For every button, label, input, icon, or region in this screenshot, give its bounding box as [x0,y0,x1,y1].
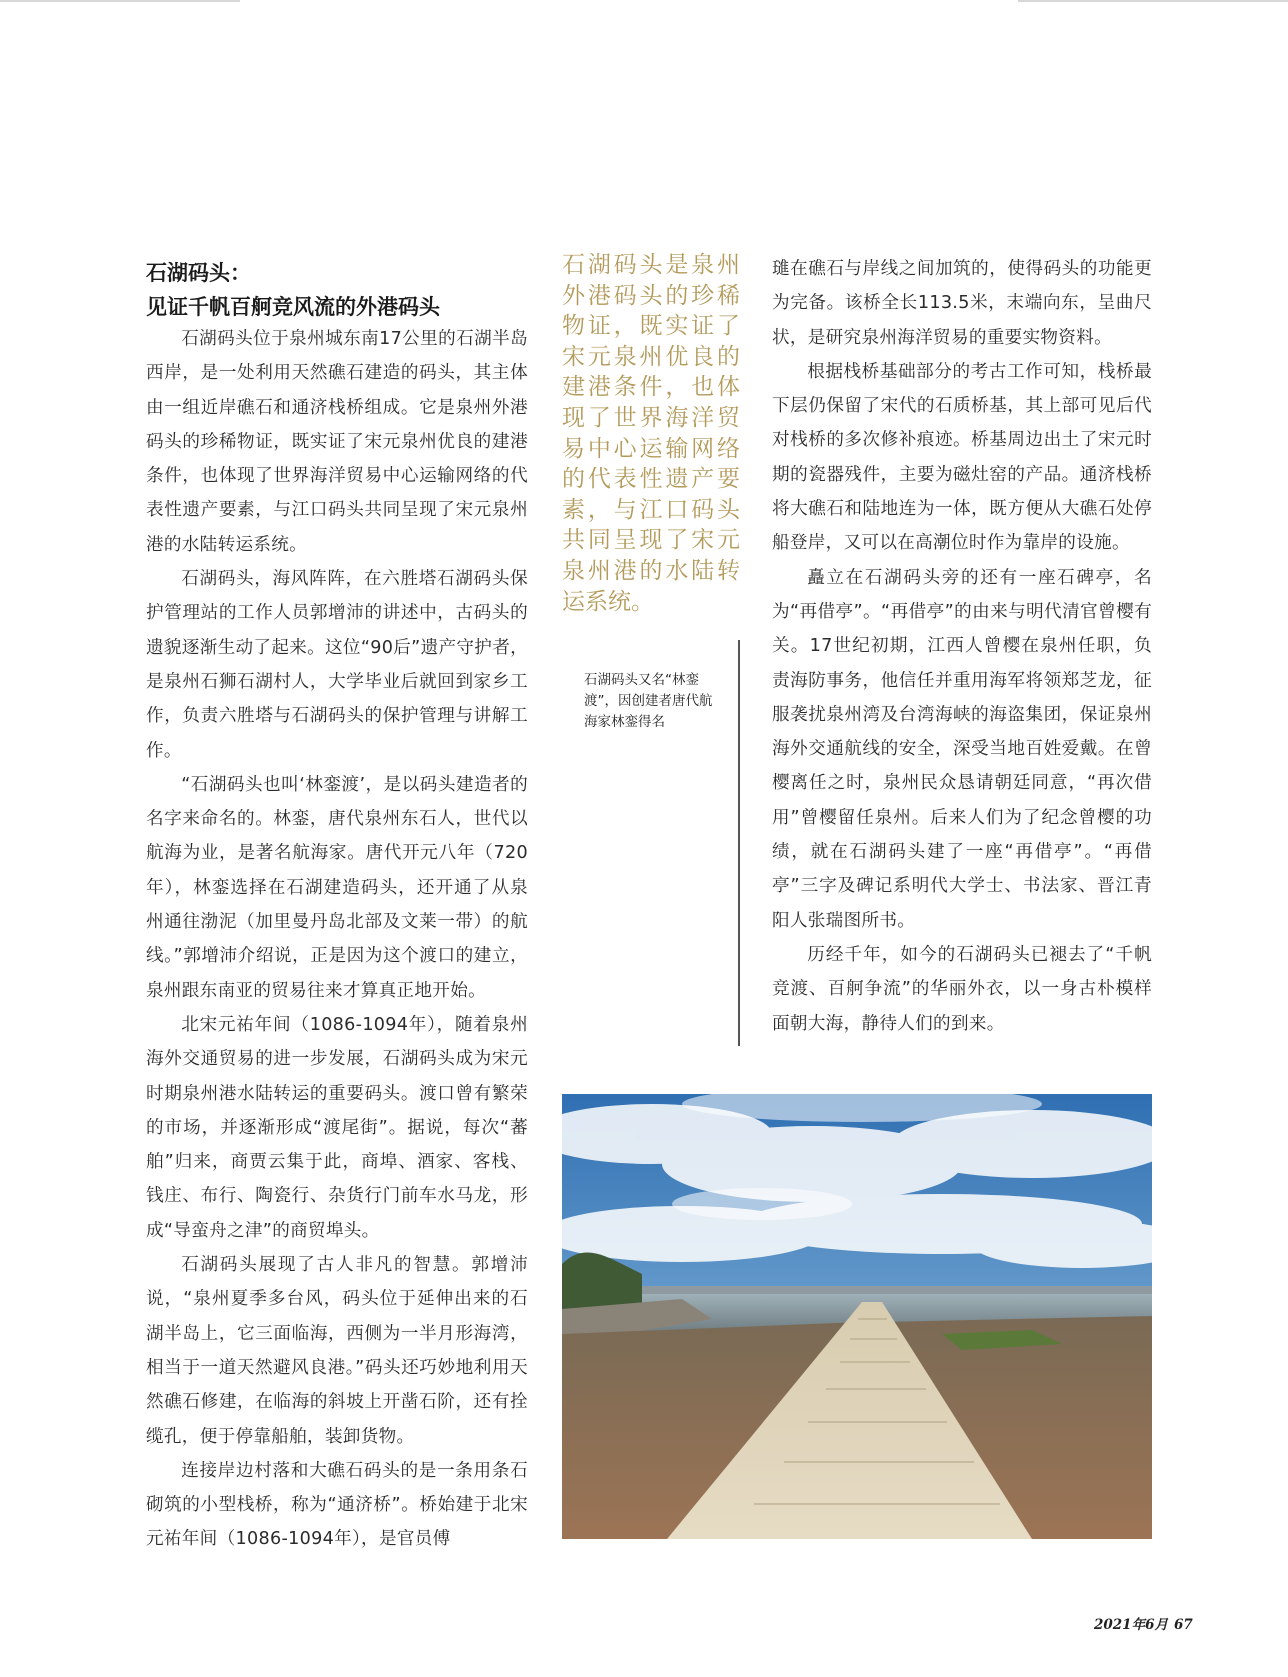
page-number: 67 [1173,1617,1193,1633]
pull-quote: 石湖码头是泉州外港码头的珍稀物证，既实证了宋元泉州优良的建港条件，也体现了世界海洋贸易中心运输网络的代表性遗产要素，与江口码头共同呈现了宋元泉州港的水陆转运系统。 [562,252,740,615]
paragraph: 根据栈桥基础部分的考古工作可知，栈桥最下层仍保留了宋代的石质桥基，其上部可见后代对栈桥的多次修补痕迹。桥基周边出土了宋元时期的瓷器残件，主要为磁灶窑的产品。通济栈桥将大礁石和陆地连为一体，既方便从大礁石处停船登岸，又可以在高潮位时作为靠岸的设施。 [772,361,1152,554]
article-heading [146,256,546,324]
page-folio [1094,1613,1199,1633]
paragraph-continued: 璡在礁石与岸线之间加筑的，使得码头的功能更为完备。该桥全长113.5米，末端向东，呈曲尺状，是研究泉州海洋贸易的重要实物资料。 [772,259,1152,348]
pier-photo [562,1094,1152,1539]
paragraph: 矗立在石湖码头旁的还有一座石碑亭，名为“再借亭”。“再借亭”的由来与明代清官曾樱有关。17世纪初期，江西人曾樱在泉州任职，负责海防事务，他信任并重用海军将领郑芝龙，征服袭扰泉州湾及台湾海峡的海盗集团，保证泉州海外交通航线的安全，深受当地百姓爱戴。在曾樱离任之时，泉州民众恳请朝廷同意，“再次借用”曾樱留任泉州。后来人们为了纪念曾樱的功绩，就在石湖码头建了一座“再借亭”。“再借亭”三字及碑记系明代大学士、书法家、晋江青阳人张瑞图所书。 [772,567,1152,931]
paragraph: 石湖码头，海风阵阵，在六胜塔石湖码头保护管理站的工作人员郭增沛的讲述中，古码头的遗貌逐渐生动了起来。这位“90后”遗产守护者，是泉州石狮石湖村人，大学毕业后就回到家乡工作，负责六胜塔与石湖码头的保护管理与讲解工作。 [146,569,528,761]
paragraph: “石湖码头也叫‘林銮渡’，是以码头建造者的名字来命名的。林銮，唐代泉州东石人，世代以航海为业，是著名航海家。唐代开元八年（720年），林銮选择在石湖建造码头，还开通了从泉州通往渤泥（加里曼丹岛北部及文莱一带）的航线。”郭增沛介绍说，正是因为这个渡口的建立，泉州跟东南亚的贸易往来才算真正地开始。 [146,774,528,1001]
issue-date: 2021年6月 [1094,1617,1168,1633]
paragraph: 石湖码头位于泉州城东南17公里的石湖半岛西岸，是一处利用天然礁石建造的码头，其主体由一组近岸礁石和通济栈桥组成。它是泉州外港码头的珍稀物证，既实证了宋元泉州优良的建港条件，也体现了世界海洋贸易中心运输网络的代表性遗产要素，与江口码头共同呈现了宋元泉州港的水陆转运系统。 [146,329,528,555]
paragraph: 石湖码头展现了古人非凡的智慧。郭增沛说，“泉州夏季多台风，码头位于延伸出来的石湖半岛上，它三面临海，西侧为一半月形海湾，相当于一道天然避风良港。”码头还巧妙地利用天然礁石修建，在临海的斜坡上开凿石阶，还有拴缆孔，便于停靠船舶，装卸货物。 [146,1255,528,1447]
paragraph: 北宋元祐年间（1086-1094年），随着泉州海外交通贸易的进一步发展，石湖码头成为宋元时期泉州港水陆转运的重要码头。渡口曾有繁荣的市场，并逐渐形成“渡尾街”。据说，每次“蕃舶”归来，商贾云集于此，商埠、酒家、客栈、钱庄、布行、陶瓷行、杂货行门前车水马龙，形成“导蛮舟之津”的商贸埠头。 [146,1014,528,1241]
heading-line-1: 石湖码头： [146,261,251,285]
heading-line-2: 见证千帆百舸竞风流的外港码头 [146,295,440,319]
right-text-column [772,252,1152,1041]
top-rule-left [0,0,240,2]
photo-caption: 石湖码头又名“林銮渡”，因创建者唐代航海家林銮得名 [584,672,713,730]
caption-divider [738,640,740,1046]
top-rule-right [1018,0,1288,2]
paragraph: 连接岸边村落和大礁石码头的是一条用条石砌筑的小型栈桥，称为“通济桥”。桥始建于北宋元祐年间（1086-1094年），是官员傅 [146,1460,528,1550]
left-text-column [146,322,528,1557]
paragraph: 历经千年，如今的石湖码头已褪去了“千帆竞渡、百舸争流”的华丽外衣，以一身古朴模样面朝大海，静待人们的到来。 [772,944,1152,1034]
